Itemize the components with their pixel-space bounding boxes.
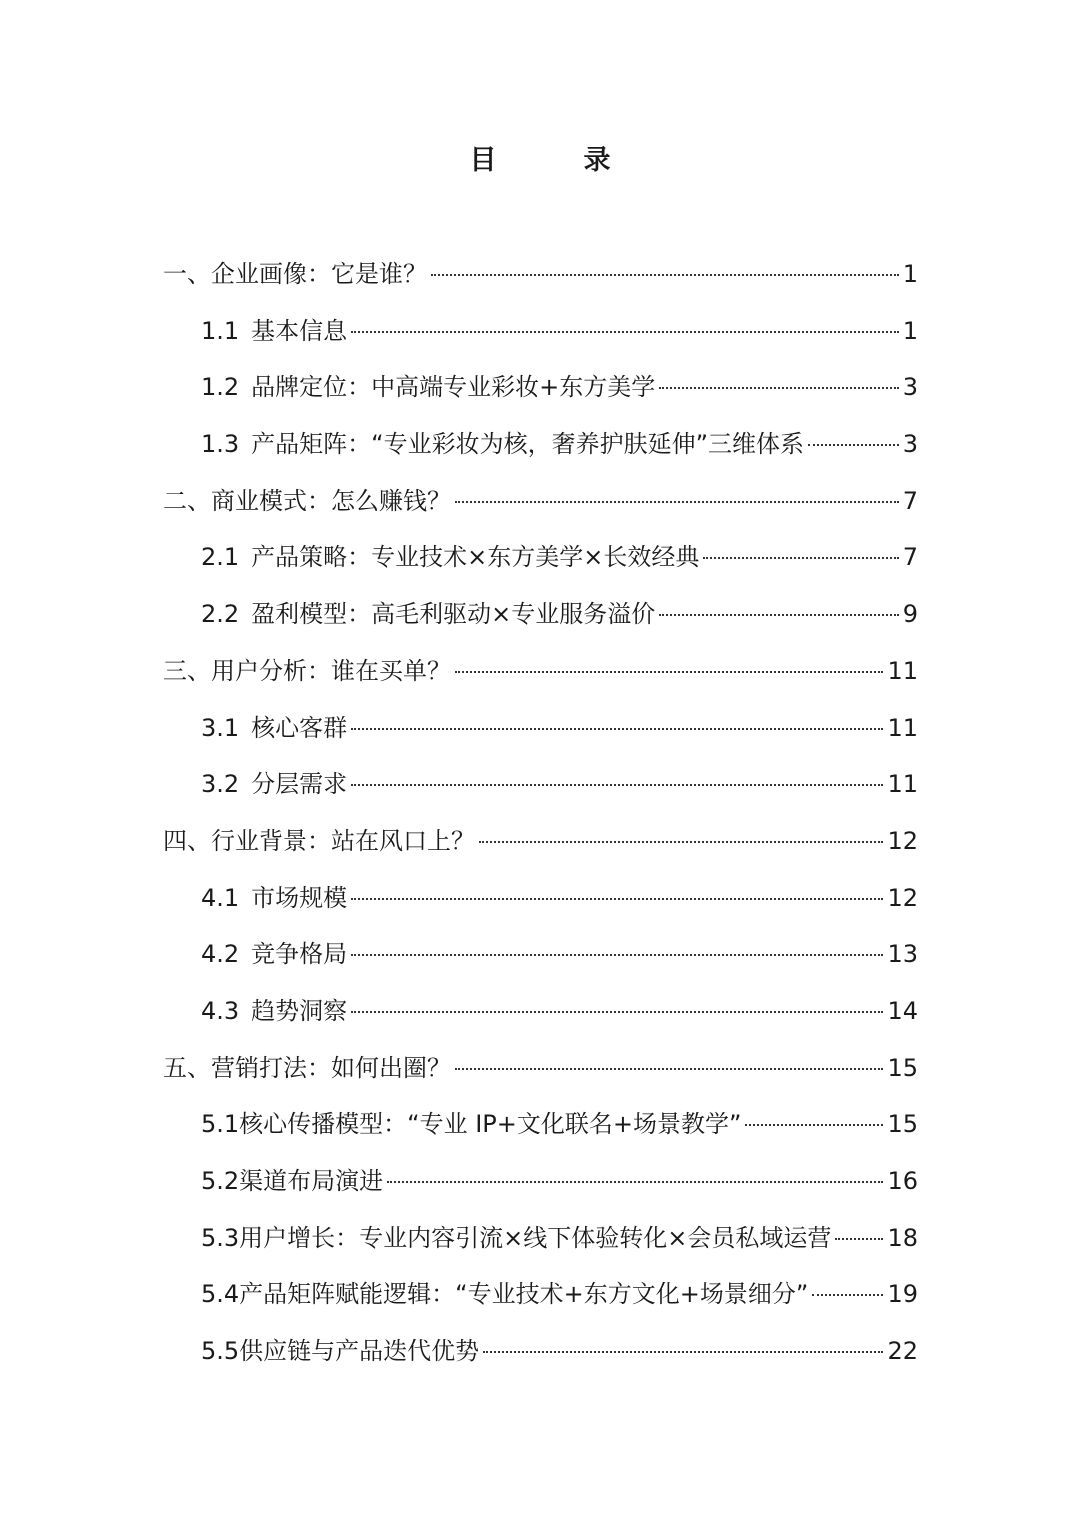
toc-entry-label: 盈利模型：高毛利驱动×专业服务溢价 <box>251 600 656 629</box>
toc-entry-number: 3.2 <box>201 770 240 799</box>
toc-entry-label: 产品矩阵：“专业彩妆为核，奢养护肤延伸”三维体系 <box>251 430 805 459</box>
toc-entry-5-3[interactable] <box>163 1214 918 1271</box>
toc-entry-chapter-1[interactable] <box>163 250 918 307</box>
toc-entry-2-1[interactable] <box>163 533 918 590</box>
dot-leader <box>351 1011 883 1013</box>
dot-leader <box>659 387 898 389</box>
toc-entry-page: 11 <box>887 656 918 685</box>
toc-entry-1-3[interactable] <box>163 420 918 477</box>
dot-leader <box>351 331 899 333</box>
toc-entry-3-2[interactable] <box>163 760 918 817</box>
toc-entry-1-1[interactable] <box>163 307 918 364</box>
toc-entry-label: 用户增长：专业内容引流×线下体验转化×会员私域运营 <box>239 1223 832 1252</box>
toc-entry-number: 1.1 <box>201 316 240 345</box>
toc-entry-number: 2.1 <box>201 543 240 572</box>
dot-leader <box>351 954 883 956</box>
dot-leader <box>455 1068 883 1070</box>
dot-leader <box>703 557 898 559</box>
toc-entry-page: 15 <box>887 1053 918 1082</box>
toc-entry-page: 22 <box>887 1337 918 1366</box>
toc-entry-4-1[interactable] <box>163 874 918 931</box>
dot-leader <box>387 1181 883 1183</box>
toc-entry-label: 趋势洞察 <box>251 996 348 1025</box>
toc-entry-page: 15 <box>887 1110 918 1139</box>
toc-entry-chapter-3[interactable] <box>163 647 918 704</box>
toc-entry-label: 产品矩阵赋能逻辑：“专业技术+东方文化+场景细分” <box>239 1280 809 1309</box>
toc-entry-3-1[interactable] <box>163 704 918 761</box>
dot-leader <box>812 1294 883 1296</box>
toc-entry-number: 1.3 <box>201 430 240 459</box>
toc-entry-2-2[interactable] <box>163 590 918 647</box>
toc-entry-page: 14 <box>887 996 918 1025</box>
toc-entry-label: 竞争格局 <box>251 940 348 969</box>
dot-leader <box>431 274 899 276</box>
dot-leader <box>483 1351 883 1353</box>
toc-entry-5-4[interactable] <box>163 1270 918 1327</box>
toc-entry-5-2[interactable] <box>163 1157 918 1214</box>
toc-entry-page: 16 <box>887 1167 918 1195</box>
dot-leader <box>745 1124 883 1126</box>
toc-entry-number: 2.2 <box>201 600 240 629</box>
toc-entry-label: 品牌定位：中高端专业彩妆+东方美学 <box>251 373 656 402</box>
toc-entry-label: 四、行业背景：站在风口上？ <box>163 826 475 855</box>
toc-entry-label: 渠道布局演进 <box>239 1167 384 1195</box>
toc-entry-number: 5.5 <box>201 1337 240 1366</box>
toc-entry-page: 12 <box>887 826 918 855</box>
dot-leader <box>351 728 883 730</box>
toc-entry-chapter-5[interactable] <box>163 1044 918 1101</box>
toc-entry-label: 分层需求 <box>251 770 348 799</box>
toc-entry-page: 1 <box>902 260 918 288</box>
dot-leader <box>455 671 883 673</box>
toc-entry-page: 13 <box>887 940 918 969</box>
toc-entry-label: 市场规模 <box>251 883 348 912</box>
toc-entry-number: 5.2 <box>201 1167 240 1195</box>
toc-entry-4-2[interactable] <box>163 930 918 987</box>
toc-entry-label: 核心传播模型：“专业 IP+文化联名+场景教学” <box>239 1110 742 1139</box>
toc-entry-label: 三、用户分析：谁在买单？ <box>163 656 451 685</box>
toc-entry-page: 18 <box>887 1223 918 1252</box>
dot-leader <box>455 501 899 503</box>
toc-entry-number: 5.1 <box>201 1110 240 1139</box>
toc-entry-1-2[interactable] <box>163 363 918 420</box>
toc-entry-page: 3 <box>902 430 918 459</box>
toc-entry-page: 9 <box>902 600 918 629</box>
toc-entry-page: 12 <box>887 883 918 912</box>
toc-entry-page: 7 <box>902 486 918 515</box>
toc-entry-label: 五、营销打法：如何出圈？ <box>163 1053 451 1082</box>
toc-entry-number: 5.3 <box>201 1223 240 1252</box>
toc-entry-page: 11 <box>887 770 918 799</box>
toc-entry-4-3[interactable] <box>163 987 918 1044</box>
dot-leader <box>835 1238 883 1240</box>
dot-leader <box>351 898 883 900</box>
toc-entry-5-1[interactable] <box>163 1100 918 1157</box>
toc-entry-label: 产品策略：专业技术×东方美学×长效经典 <box>251 543 700 572</box>
toc-entry-number: 1.2 <box>201 373 240 402</box>
toc-entry-number: 5.4 <box>201 1280 240 1309</box>
toc-entry-chapter-2[interactable] <box>163 477 918 534</box>
toc-title: 目 录 <box>469 145 641 176</box>
toc-entry-page: 7 <box>902 543 918 572</box>
toc-entry-label: 基本信息 <box>251 316 348 345</box>
toc-entry-label: 核心客群 <box>251 713 348 742</box>
toc-entry-page: 1 <box>902 316 918 345</box>
toc-entry-page: 11 <box>887 713 918 742</box>
toc-entry-label: 二、商业模式：怎么赚钱？ <box>163 486 451 515</box>
toc-entry-5-5[interactable] <box>163 1327 918 1384</box>
dot-leader <box>479 841 883 843</box>
toc-entry-label: 供应链与产品迭代优势 <box>239 1337 480 1366</box>
toc-entry-chapter-4[interactable] <box>163 817 918 874</box>
toc-entry-number: 4.3 <box>201 996 240 1025</box>
toc-entry-number: 4.1 <box>201 883 240 912</box>
dot-leader <box>659 614 898 616</box>
toc-entry-page: 3 <box>902 373 918 402</box>
toc-entry-label: 一、企业画像：它是谁？ <box>163 260 427 288</box>
dot-leader <box>351 784 883 786</box>
toc-list <box>163 250 918 1384</box>
dot-leader <box>808 444 899 446</box>
toc-entry-number: 4.2 <box>201 940 240 969</box>
toc-entry-number: 3.1 <box>201 713 240 742</box>
toc-entry-page: 19 <box>887 1280 918 1309</box>
